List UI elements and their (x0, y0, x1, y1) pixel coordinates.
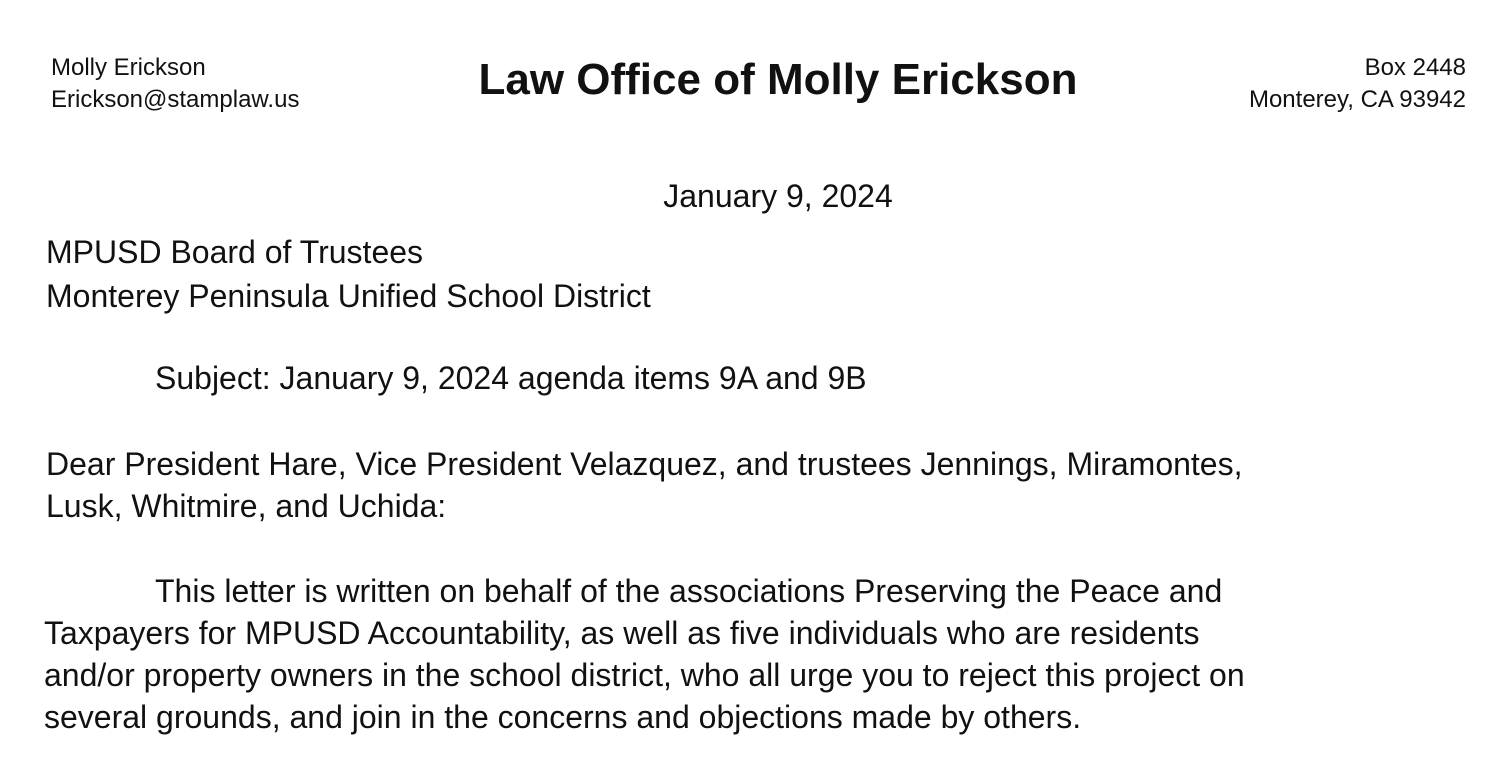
recipient-line-1: MPUSD Board of Trustees (46, 234, 424, 270)
address-line-2: Monterey, CA 93942 (1248, 86, 1466, 113)
recipient-block (46, 230, 651, 318)
recipient-line-2: Monterey Peninsula Unified School District (46, 278, 651, 314)
salutation (46, 443, 1466, 527)
sender-email: Erickson@stamplaw.us (51, 86, 300, 113)
sender-address (1249, 52, 1466, 116)
salutation-line-1: Dear President Hare, Vice President Velazquez, and trustees Jennings, Miramontes, (46, 446, 1243, 482)
address-line-1: Box 2448 (1364, 54, 1466, 81)
body-paragraph (44, 570, 1484, 738)
body-line: and/or property owners in the school district, who all urge you to reject this project on (44, 657, 1245, 693)
body-line: several grounds, and join in the concerns and objections made by others. (44, 699, 1082, 735)
office-title: Law Office of Molly Erickson (478, 55, 1078, 104)
body-line: Taxpayers for MPUSD Accountability, as well as five individuals who are residents (44, 615, 1200, 651)
salutation-line-2: Lusk, Whitmire, and Uchida: (46, 488, 447, 524)
sender-name: Molly Erickson (51, 54, 206, 81)
body-line: This letter is written on behalf of the associations Preserving the Peace and (155, 573, 1223, 609)
letter-date: January 9, 2024 (663, 178, 893, 214)
subject-line: Subject: January 9, 2024 agenda items 9A and 9B (155, 360, 867, 396)
